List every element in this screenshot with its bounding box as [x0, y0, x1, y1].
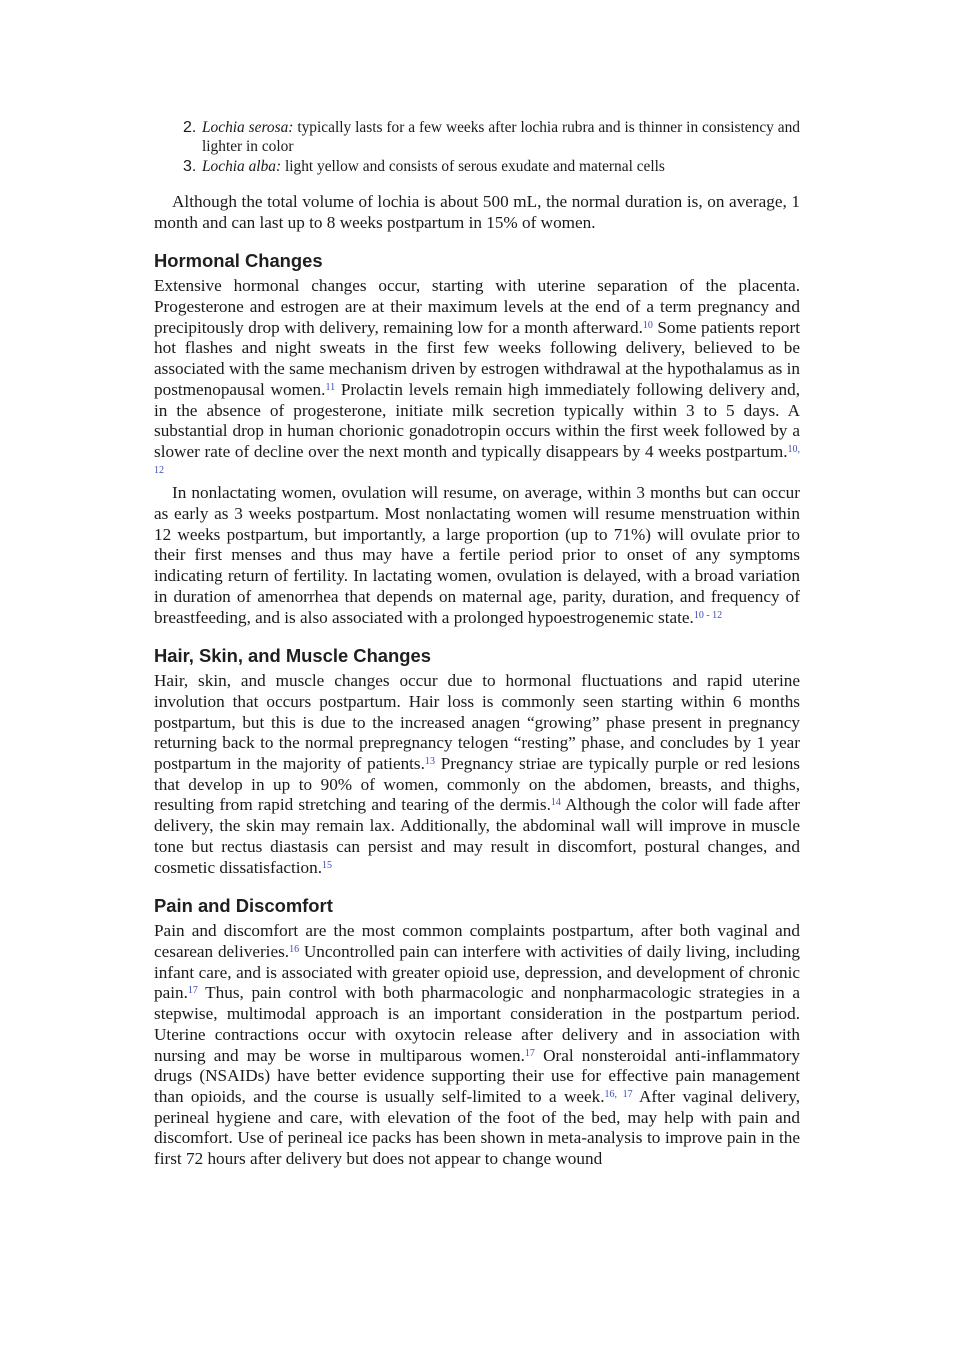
list-term: Lochia alba: — [202, 157, 282, 175]
section-heading-hormonal: Hormonal Changes — [154, 250, 323, 272]
text-run: Hair, skin, and muscle changes occur due to hormonal fluctuations and rapid uterine involution that occurs postpartum. Hair loss is commonly seen starting within 6 months postpartum, but this is due to the increased anagen “growing” phase present in pregnancy returning back to the normal prepregnancy telogen “resting” phase, and concludes by 1 year postpartum in the majority of patients. — [154, 671, 800, 774]
text-run: Thus, pain control with both pharmacologic and nonpharmacologic strategies in a stepwise, multimodal approach is an important consideration in the postpartum period. Uterine contractions occur with oxytocin release after delivery and in association with nursing and may be worse in multiparous women. — [154, 983, 800, 1065]
list-text: light yellow and consists of serous exudate and maternal cells — [281, 157, 665, 175]
citation-ref[interactable]: 11 — [325, 381, 336, 393]
citation-ref[interactable]: 14 — [550, 797, 561, 809]
list-item — [154, 157, 800, 176]
list-item — [154, 118, 800, 157]
hormonal-paragraph-1 — [154, 276, 800, 483]
citation-ref[interactable]: 17 — [524, 1047, 535, 1059]
text-run: Pregnancy striae are typically purple or red lesions that develop in up to 90% of women, commonly on the abdomen, breasts, and thighs, resulting from rapid stretching and tearing of the dermis. — [154, 754, 800, 815]
list-number: 3. — [183, 157, 197, 175]
text-run: Although the color will fade after delivery, the skin may remain lax. Additionally, the abdominal wall will improve in muscle tone but rectus diastasis can persist and may result in discomfort, postural changes, and cosmetic dissatisfaction. — [154, 795, 800, 877]
citation-ref[interactable]: 10, 12 — [154, 443, 800, 476]
lochia-list — [154, 118, 800, 176]
citation-ref[interactable]: 16, 17 — [604, 1088, 633, 1100]
citation-ref[interactable]: 10 - 12 — [693, 609, 723, 621]
text-run: In nonlactating women, ovulation will resume, on average, within 3 months but can occur as early as 3 weeks postpartum. Most nonlactating women will resume menstruation within 12 weeks postpartum, but importantly, a large proportion (up to 71%) will ovulate prior to their first menses and thus may have a fertile period prior to onset of any symptoms indicating return of fertility. In lactating women, ovulation is delayed, with a broad variation in duration of amenorrhea that depends on maternal age, parity, duration, and frequency of breastfeeding, and is also associated with a prolonged hypoestrogenemic state. — [154, 483, 800, 627]
list-text: typically lasts for a few weeks after lochia rubra and is thinner in consistency and lighter in color — [202, 119, 800, 156]
intro-paragraph: Although the total volume of lochia is about 500 mL, the normal duration is, on average, 1 month and can last up to 8 weeks postpartum in 15% of women. — [154, 191, 800, 232]
text-run: Uncontrolled pain can interfere with activities of daily living, including infant care, and is associated with greater opioid use, depression, and development of chronic pain. — [154, 941, 800, 1003]
text-run: After vaginal delivery, perineal hygiene and care, with elevation of the foot of the bed, may help with pain and discomfort. Use of perineal ice packs has been shown in meta-analysis to improve pain in the first 72 hours after delivery but does not appear to change wound — [154, 1086, 800, 1169]
section-heading-pain: Pain and Discomfort — [154, 895, 333, 917]
document-page — [154, 118, 800, 1170]
citation-ref[interactable]: 17 — [187, 985, 198, 997]
citation-ref[interactable]: 10 — [642, 319, 653, 331]
citation-ref[interactable]: 15 — [322, 859, 333, 871]
list-term: Lochia serosa: — [202, 119, 294, 136]
pain-paragraph — [154, 921, 800, 1169]
text-run: Extensive hormonal changes occur, starting with uterine separation of the placenta. Progesterone and estrogen are at their maximum levels at the end of a term pregnancy and precipitously drop with delivery, remaining low for a month afterward. — [154, 276, 800, 337]
text-run: Some patients report hot flashes and night sweats in the first few weeks following delivery, believed to be associated with the same mechanism driven by estrogen withdrawal at the hypothalamus as in postmenopausal women. — [154, 317, 800, 399]
section-heading-hair: Hair, Skin, and Muscle Changes — [154, 645, 431, 667]
text-run: Prolactin levels remain high immediately following delivery and, in the absence of progesterone, initiate milk secretion typically within 3 to 5 days. A substantial drop in human chorionic gonadotropin occurs within the first week followed by a slower rate of decline over the next month and typically disappears by 4 weeks postpartum. — [154, 379, 801, 461]
hair-paragraph — [154, 671, 800, 878]
text-run: Pain and discomfort are the most common complaints postpartum, after both vaginal and cesarean deliveries. — [154, 921, 800, 961]
citation-ref[interactable]: 13 — [424, 756, 435, 768]
list-number: 2. — [183, 119, 197, 136]
citation-ref[interactable]: 16 — [289, 943, 300, 955]
hormonal-paragraph-2 — [154, 483, 800, 628]
text-run: Oral nonsteroidal anti-inflammatory drugs (NSAIDs) have better evidence supporting their use for effective pain management than opioids, and the course is usually self-limited to a week. — [154, 1045, 800, 1106]
